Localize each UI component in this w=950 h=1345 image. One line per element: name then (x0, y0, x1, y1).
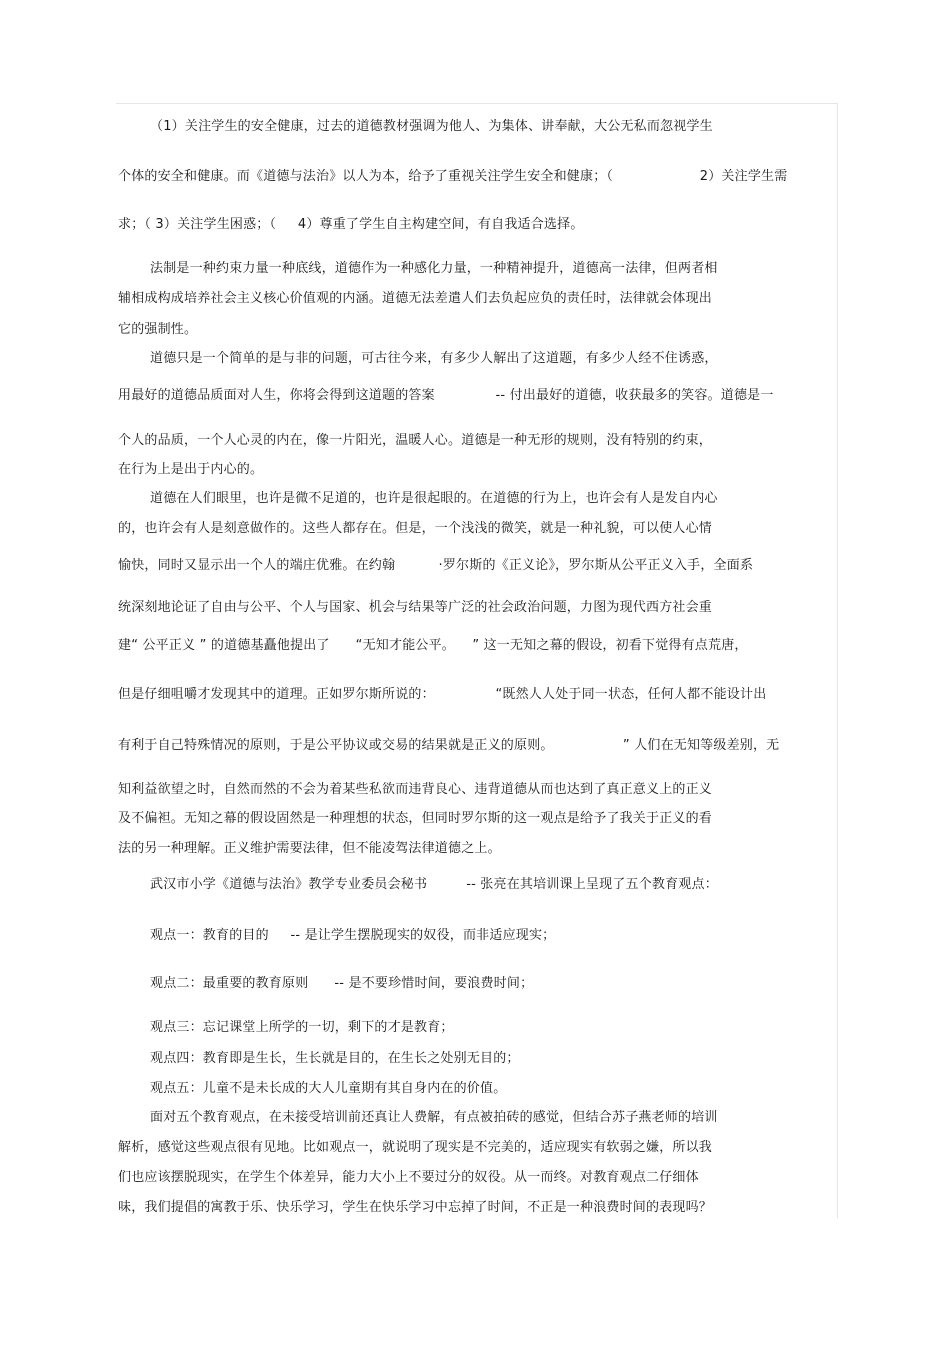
text-line: 武汉市小学《道德与法治》教学专业委员会秘书 -- 张亮在其培训课上呈现了五个教育观点： (150, 877, 718, 892)
text-line: 用最好的道德品质面对人生，你将会得到这道题的答案 -- 付出最好的道德，收获最多的笑容。道德是一 (118, 388, 774, 403)
text-line: 有利于自己特殊情况的原则，于是公平协议或交易的结果就是正义的原则。 ” 人们在无知等级差别，无 (118, 738, 780, 753)
text-line: 观点二：最重要的教育原则 -- 是不要珍惜时间，要浪费时间； (150, 976, 534, 991)
text-line: 的，也许会有人是刻意做作的。这些人都存在。但是，一个浅浅的微笑，就是一种礼貌，可以使人心情 (118, 521, 713, 536)
text-line: 但是仔细咀嚼才发现其中的道理。正如罗尔斯所说的： “既然人人处于同一状态，任何人都不能设计出 (118, 687, 767, 702)
text-line: 法的另一种理解。正义维护需要法律，但不能凌驾法律道德之上。 (118, 841, 501, 856)
text-line: 建“ 公平正义 ” 的道德基矗他提出了 “无知才能公平。 ” 这一无知之幕的假设，初看下觉得有点荒唐， (118, 638, 748, 653)
page-top-rule (116, 103, 838, 104)
text-line: 道德只是一个简单的是与非的问题，可古往今来，有多少人解出了这道题，有多少人经不住诱惑， (150, 351, 718, 366)
text-line: 及不偏袒。无知之幕的假设固然是一种理想的状态，但同时罗尔斯的这一观点是给予了我关于正义的看 (118, 811, 713, 826)
text-line: 观点四：教育即是生长，生长就是目的，在生长之处别无目的； (150, 1051, 520, 1066)
text-line: 个人的品质，一个人心灵的内在，像一片阳光，温暖人心。道德是一种无形的规则，没有特别的约束， (118, 433, 713, 448)
text-line: 愉快，同时又显示出一个人的端庄优雅。在约翰 ·罗尔斯的《正义论》，罗尔斯从公平正义入手，全面系 (118, 558, 754, 573)
text-line: 统深刻地论证了自由与公平、个人与国家、机会与结果等广泛的社会政治问题，力图为现代西方社会重 (118, 600, 713, 615)
text-line: 法制是一种约束力量一种底线，道德作为一种感化力量，一种精神提升，道德高一法律，但两者相 (150, 261, 718, 276)
text-line: 辅相成构成培养社会主义核心价值观的内涵。道德无法差遣人们去负起应负的责任时，法律就会体现出 (118, 291, 713, 306)
text-line: 道德在人们眼里，也许是微不足道的，也许是很起眼的。在道德的行为上，也许会有人是发自内心 (150, 491, 718, 506)
text-line: 它的强制性。 (118, 322, 198, 337)
text-line: 味，我们提倡的寓教于乐、快乐学习，学生在快乐学习中忘掉了时间，不正是一种浪费时间的表现吗？ (118, 1200, 713, 1215)
text-line: 知利益欲望之时，自然而然的不会为着某些私欲而违背良心、违背道德从而也达到了真正意义上的正义 (118, 782, 713, 797)
text-line: 观点五：儿童不是未长成的大人儿童期有其自身内在的价值。 (150, 1081, 507, 1096)
text-line: 在行为上是出于内心的。 (118, 462, 264, 477)
text-line: 们也应该摆脱现实，在学生个体差异，能力大小上不要过分的奴役。从一而终。对教育观点二仔细体 (118, 1170, 699, 1185)
text-line: 面对五个教育观点，在未接受培训前还真让人费解，有点被拍砖的感觉，但结合苏子燕老师的培训 (150, 1110, 718, 1125)
text-line: 解析，感觉这些观点很有见地。比如观点一，就说明了现实是不完美的，适应现实有软弱之嫌，所以我 (118, 1140, 713, 1155)
text-line: 观点三：忘记课堂上所学的一切，剩下的才是教育； (150, 1020, 454, 1035)
text-line: 观点一：教育的目的 -- 是让学生摆脱现实的奴役，而非适应现实； (150, 928, 556, 943)
text-line: （1）关注学生的安全健康，过去的道德教材强调为他人、为集体、讲奉献，大公无私而忽视学生 (150, 119, 713, 134)
text-line: 个体的安全和健康。而《道德与法治》以人为本，给予了重视关注学生安全和健康；（ 2）关注学生需 (118, 169, 788, 184)
page-right-rule (837, 103, 838, 1218)
text-line: 求；（ 3）关注学生困惑；（ 4）尊重了学生自主构建空间，有自我适合选择。 (118, 217, 584, 232)
